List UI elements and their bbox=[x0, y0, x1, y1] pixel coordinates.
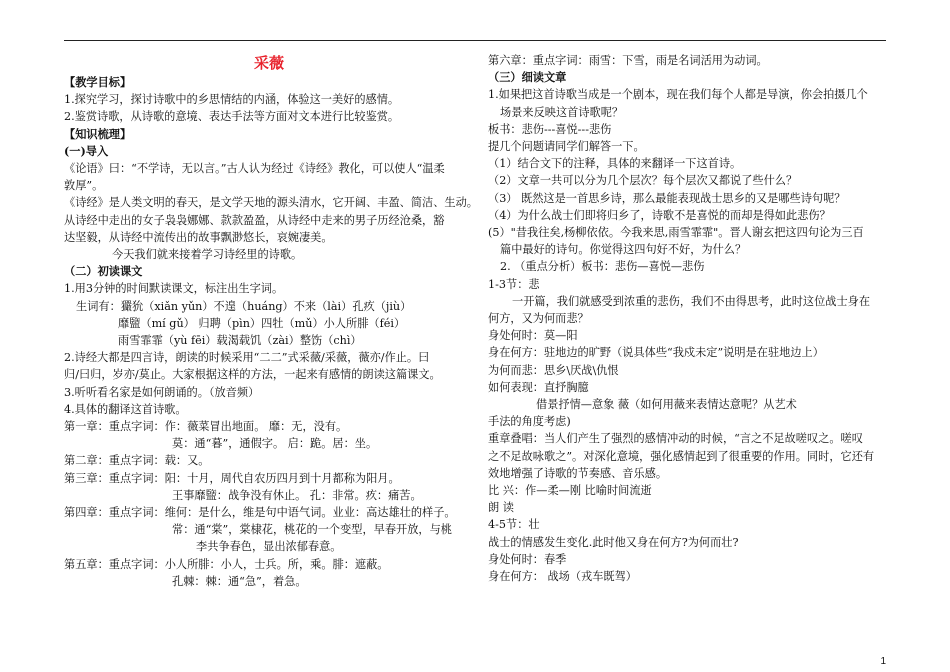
chapter-note: 孔棘：棘：通“急”，着急。 bbox=[172, 574, 307, 588]
chapter-note: 第一章：重点字词：作：薇菜冒出地面。 靡：无，没有。 bbox=[64, 420, 348, 434]
analysis-line: 为何而悲：思乡\厌战\仇恨 bbox=[488, 363, 619, 377]
study-heading: （三）细读文章 bbox=[488, 70, 567, 85]
chapter-note: 第六章：重点字词：雨雪：下雪，雨是名词活用为动词。 bbox=[488, 54, 768, 67]
question: (5）"昔我往矣,杨柳依依。今我来思,雨雪霏霏"。晋人谢玄把这四句论为三百 bbox=[488, 226, 864, 240]
vocab-line: 生词有：玁狁（xiǎn yǔn）不遑（huáng）不来（lài）孔疚（jiù） bbox=[76, 299, 412, 313]
analysis-line: 比 兴：作—柔—刚 比喻时间流逝 bbox=[488, 484, 652, 498]
right-column bbox=[488, 52, 888, 585]
analysis-line: 效地增强了诗歌的节奏感、音乐感。 bbox=[488, 466, 668, 480]
analysis-line: 重章叠唱：当人们产生了强烈的感情冲动的时候，“言之不足故嗟叹之。嗟叹 bbox=[488, 432, 863, 446]
analysis-line: 如何表现：直抒胸臆 bbox=[488, 380, 589, 394]
page-number: 1 bbox=[880, 656, 886, 667]
study-item: 1.如果把这首诗歌当成是一个剧本，现在我们每个人都是导演，你会拍摄几个 bbox=[488, 88, 868, 102]
analysis-line: 手法的角度考虑) bbox=[488, 415, 571, 429]
question: 篇中最好的诗句。你觉得这四句好不好，为什么？ bbox=[500, 243, 747, 257]
chapter-note: 第三章：重点字词：阳：十月，周代自农历四月到十月都称为阳月。 bbox=[64, 471, 400, 485]
page-title: 采薇 bbox=[253, 54, 284, 72]
read-item: 3.听听看名家是如何朗诵的。（放音频） bbox=[64, 385, 260, 399]
intro-line: 今天我们就来接着学习诗经里的诗歌。 bbox=[112, 248, 303, 262]
intro-line: 敦厚”。 bbox=[64, 179, 104, 193]
analysis-line: 朗 读 bbox=[488, 501, 514, 515]
board-note: 板书：悲伤---喜悦---悲伤 bbox=[488, 122, 612, 136]
read-item: 1.用3分钟的时间默读课文，标注出生字词。 bbox=[64, 282, 284, 296]
analysis-line: 之不足故咏歌之”。对深化意境，强化感情起到了很重要的作用。同时，它还有 bbox=[488, 449, 875, 463]
question: （4）为什么战士们即将归乡了，诗歌不是喜悦的而却是得如此悲伤？ bbox=[488, 208, 831, 222]
knowledge-heading: 【知识梳理】 bbox=[64, 126, 132, 141]
vocab-line: 靡盬（mí gǔ） 归聘（pìn）四牡（mǔ）小人所腓（féi） bbox=[118, 316, 406, 330]
analysis-line: 身在何方：驻地边的旷野（说具体些“我戍未定”说明是在驻地边上） bbox=[488, 346, 824, 360]
chapter-note: 莫：通“暮”，通假字。 启：跪。居：坐。 bbox=[172, 437, 378, 451]
chapter-note: 第二章：重点字词：载：又。 bbox=[64, 454, 210, 468]
intro-line: 从诗经中走出的女子袅袅娜娜、款款盈盈，从诗经中走来的男子历经沧桑，豁 bbox=[64, 213, 445, 227]
chapter-note: 第四章：重点字词：维何：是什么，维是句中语气词。业业：高达雄壮的样子。 bbox=[64, 506, 456, 520]
chapter-note: 王事靡盬：战争没有休止。 孔：非常。疚：痛苦。 bbox=[172, 488, 422, 502]
chapter-note: 常：通“棠”，棠棣花，桃花的一个变型，早春开放，与桃 bbox=[172, 523, 452, 537]
intro-line: 《诗经》是人类文明的春天，是文学天地的源头清水，它开阔、丰盈、简洁、生动。 bbox=[64, 196, 478, 210]
analysis-line: 何方，又为何而悲？ bbox=[488, 312, 589, 326]
read-item: 2.诗经大都是四言诗，朗读的时候采用“二二”式采薇/采薇，薇亦/作止。曰 bbox=[64, 351, 430, 365]
intro-line: 达坚毅，从诗经中流传出的故事飘渺悠长，哀婉凄美。 bbox=[64, 230, 333, 244]
goals-heading: 【教学目标】 bbox=[64, 75, 132, 89]
top-rule bbox=[64, 40, 886, 41]
intro-line: 《论语》曰：“不学诗，无以言。”古人认为经过《诗经》教化，可以使人“温柔 bbox=[64, 162, 445, 176]
read-item: 归/曰归，岁亦/莫止。大家根据这样的方法，一起来有感情的朗读这篇课文。 bbox=[64, 368, 441, 382]
chapter-note: 第五章：重点字词：小人所腓：小人，士兵。所，乘。腓：遮蔽。 bbox=[64, 557, 389, 571]
analysis-line: 一开篇，我们就感受到浓重的悲伤，我们不由得思考，此时这位战士身在 bbox=[512, 294, 871, 308]
study-item: 场景来反映这首诗歌呢？ bbox=[500, 105, 624, 119]
question: （3） 既然这是一首思乡诗，那么最能表现战士思乡的又是哪些诗句呢？ bbox=[488, 191, 846, 205]
analysis-line: 身处何时：春季 bbox=[488, 552, 567, 566]
analysis-line: 身在何方： 战场（戎车既驾） bbox=[488, 570, 637, 584]
goal-1: 1.探究学习，探讨诗歌中的乡思情结的内涵，体验这一美好的感情。 bbox=[64, 93, 400, 107]
vocab-line: 雨雪霏霏（yù fēi）载渴载饥（zài）整饬（chì） bbox=[118, 334, 362, 348]
read-item: 4.具体的翻译这首诗歌。 bbox=[64, 402, 187, 416]
analysis-line: 战士的情感发生变化.此时他又身在何方?为何而壮? bbox=[488, 535, 739, 549]
goal-2: 2.鉴赏诗歌，从诗歌的意境、表达手法等方面对文本进行比较鉴赏。 bbox=[64, 110, 400, 124]
section-heading: 1-3节：悲 bbox=[488, 277, 540, 291]
read-heading: （二）初读课文 bbox=[64, 264, 143, 279]
study-item: 2. （重点分析）板书：悲伤—喜悦—悲伤 bbox=[500, 260, 705, 274]
question-intro: 提几个问题请同学们解答一下。 bbox=[488, 140, 645, 154]
left-column bbox=[64, 52, 478, 590]
intro-heading: (一)导入 bbox=[64, 143, 109, 158]
question: （2）文章一共可以分为几个层次？每个层次又都说了些什么？ bbox=[488, 174, 798, 188]
section-heading: 4-5节：壮 bbox=[488, 518, 540, 532]
chapter-note: 李共争春色，显出浓郁春意。 bbox=[196, 540, 342, 554]
question: （1）结合文下的注释，具体的来翻译一下这首诗。 bbox=[488, 157, 742, 171]
analysis-line: 借景抒情—意象 薇（如何用薇来表情达意呢？从艺术 bbox=[536, 398, 797, 412]
analysis-line: 身处何时：莫—阳 bbox=[488, 329, 578, 343]
